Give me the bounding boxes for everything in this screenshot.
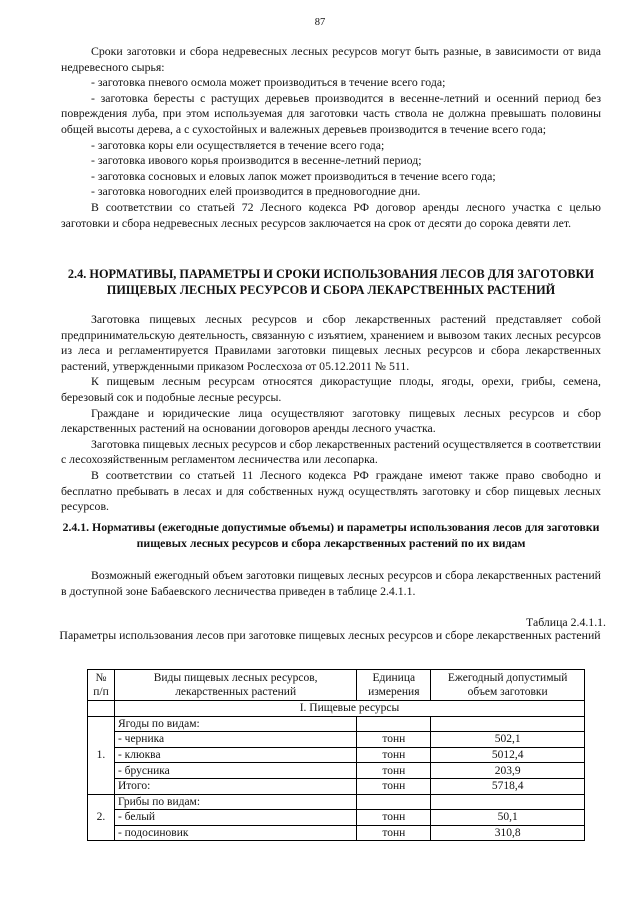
group-number: 1. xyxy=(88,716,115,794)
list-item: - заготовка сосновых и еловых лапок может производиться в течение всего года; xyxy=(91,168,496,183)
cell-unit: тонн xyxy=(357,763,431,779)
table-section-row xyxy=(88,701,585,717)
cell-name: - подосиновик xyxy=(114,825,356,841)
cell-name: - черника xyxy=(114,732,356,748)
page-number: 87 xyxy=(314,17,326,28)
paragraph: Сроки заготовки и сбора недревесных лесных ресурсов могут быть разные, в зависимости от вида недревесного сырья: xyxy=(61,44,601,74)
table-caption: Параметры использования лесов при заготовке пищевых лесных ресурсов и сборе лекарственных растений xyxy=(59,628,601,642)
section-row-label: I. Пищевые ресурсы xyxy=(114,701,584,717)
header-unit: Единица измерения xyxy=(357,670,431,701)
cell-unit: тонн xyxy=(357,747,431,763)
cell-value: 5718,4 xyxy=(431,778,585,794)
cell-value: 5012,4 xyxy=(431,747,585,763)
cell-name: Итого: xyxy=(114,778,356,794)
table-header-row xyxy=(88,670,585,701)
cell-value: 310,8 xyxy=(431,825,585,841)
table-row xyxy=(88,794,585,810)
subsection-heading: 2.4.1. Нормативы (ежегодные допустимые объемы) и параметры использования лесов для заготовки пищевых лесных ресурсов и сбора лекарственных растений по их видам xyxy=(62,520,600,550)
table-row xyxy=(88,825,585,841)
cell-name: - белый xyxy=(114,810,356,826)
paragraph: Возможный ежегодный объем заготовки пищевых лесных ресурсов и сбора лекарственных растений в доступной зоне Бабаевского лесничества приведен в таблице 2.4.1.1. xyxy=(61,568,601,598)
header-volume: Ежегодный допустимый объем заготовки xyxy=(431,670,585,701)
cell-value: 203,9 xyxy=(431,763,585,779)
header-kind: Виды пищевых лесных ресурсов, лекарственных растений xyxy=(114,670,356,701)
cell-unit: тонн xyxy=(357,810,431,826)
paragraph: Заготовка пищевых лесных ресурсов и сбор лекарственных растений представляет собой предпринимательскую деятельность, связанную с изъятием, хранением и вывозом таких лесных ресурсов из леса и регламентируется Правилами заготовки пищевых лесных ресурсов и сбора лекарственных растений, утвержденными приказом Рослесхоза от 05.12.2011 № 511. xyxy=(61,312,601,373)
section-body xyxy=(61,312,601,515)
cell-unit: тонн xyxy=(357,825,431,841)
paragraph: В соответствии со статьей 72 Лесного кодекса РФ договор аренды лесного участка с целью заготовки и сбора недревесных лесных ресурсов заключается на срок от десяти до сорока девяти лет. xyxy=(61,199,601,230)
cell-value: 50,1 xyxy=(431,810,585,826)
table-row xyxy=(88,732,585,748)
cell-name: - брусника xyxy=(114,763,356,779)
paragraph: К пищевым лесным ресурсам относятся дикорастущие плоды, ягоды, орехи, грибы, семена, березовый сок и подобные лесные ресурсы. xyxy=(61,374,601,404)
table-row xyxy=(88,763,585,779)
subsection-body xyxy=(61,568,601,599)
group-header: Грибы по видам: xyxy=(114,794,356,810)
paragraph: Граждане и юридические лица осуществляют заготовку пищевых лесных ресурсов и сбор лекарственных растений на основании договоров аренды лесного участка. xyxy=(61,405,601,436)
group-number: 2. xyxy=(88,794,115,841)
table-row xyxy=(88,778,585,794)
group-header: Ягоды по видам: xyxy=(114,716,356,732)
paragraph: Заготовка пищевых лесных ресурсов и сбор лекарственных растений осуществляется в соответствии с лесохозяйственным регламентом лесничества или лесопарка. xyxy=(61,436,601,467)
paragraph: В соответствии со статьей 11 Лесного кодекса РФ граждане имеют также право свободно и бесплатно пребывать в лесах и для собственных нужд осуществлять заготовку и сбор пищевых лесных ресурсов. xyxy=(61,467,601,514)
table-row xyxy=(88,716,585,732)
cell-unit: тонн xyxy=(357,778,431,794)
cell-value: 502,1 xyxy=(431,732,585,748)
cell-name: - клюква xyxy=(114,747,356,763)
list-item: - заготовка коры ели осуществляется в течение всего года; xyxy=(91,137,385,152)
list-item: - заготовка бересты с растущих деревьев производится в весенне-летний и осенний период без повреждения луба, при этом используемая для заготовки часть ствола не должна превышать половины общей высоты дерева, а с сухостойных и валежных деревьев производится в течение всего года; xyxy=(61,90,601,136)
list-item: - заготовка пневого осмола может производиться в течение всего года; xyxy=(91,75,446,90)
section-heading: 2.4. НОРМАТИВЫ, ПАРАМЕТРЫ И СРОКИ ИСПОЛЬЗОВАНИЯ ЛЕСОВ ДЛЯ ЗАГОТОВКИ ПИЩЕВЫХ ЛЕСНЫХ РЕСУРСОВ И СБОРА ЛЕКАРСТВЕННЫХ РАСТЕНИЙ xyxy=(67,267,595,297)
list-item: - заготовка новогодних елей производится в предновогодние дни. xyxy=(91,184,421,199)
list-item: - заготовка ивового корья производится в весенне-летний период; xyxy=(91,153,422,168)
table-label: Таблица 2.4.1.1. xyxy=(526,615,606,629)
table-row xyxy=(88,810,585,826)
header-num: № п/п xyxy=(88,670,115,701)
intro-block xyxy=(61,44,601,231)
table-row xyxy=(88,747,585,763)
cell-unit: тонн xyxy=(357,732,431,748)
resources-table xyxy=(87,669,585,841)
